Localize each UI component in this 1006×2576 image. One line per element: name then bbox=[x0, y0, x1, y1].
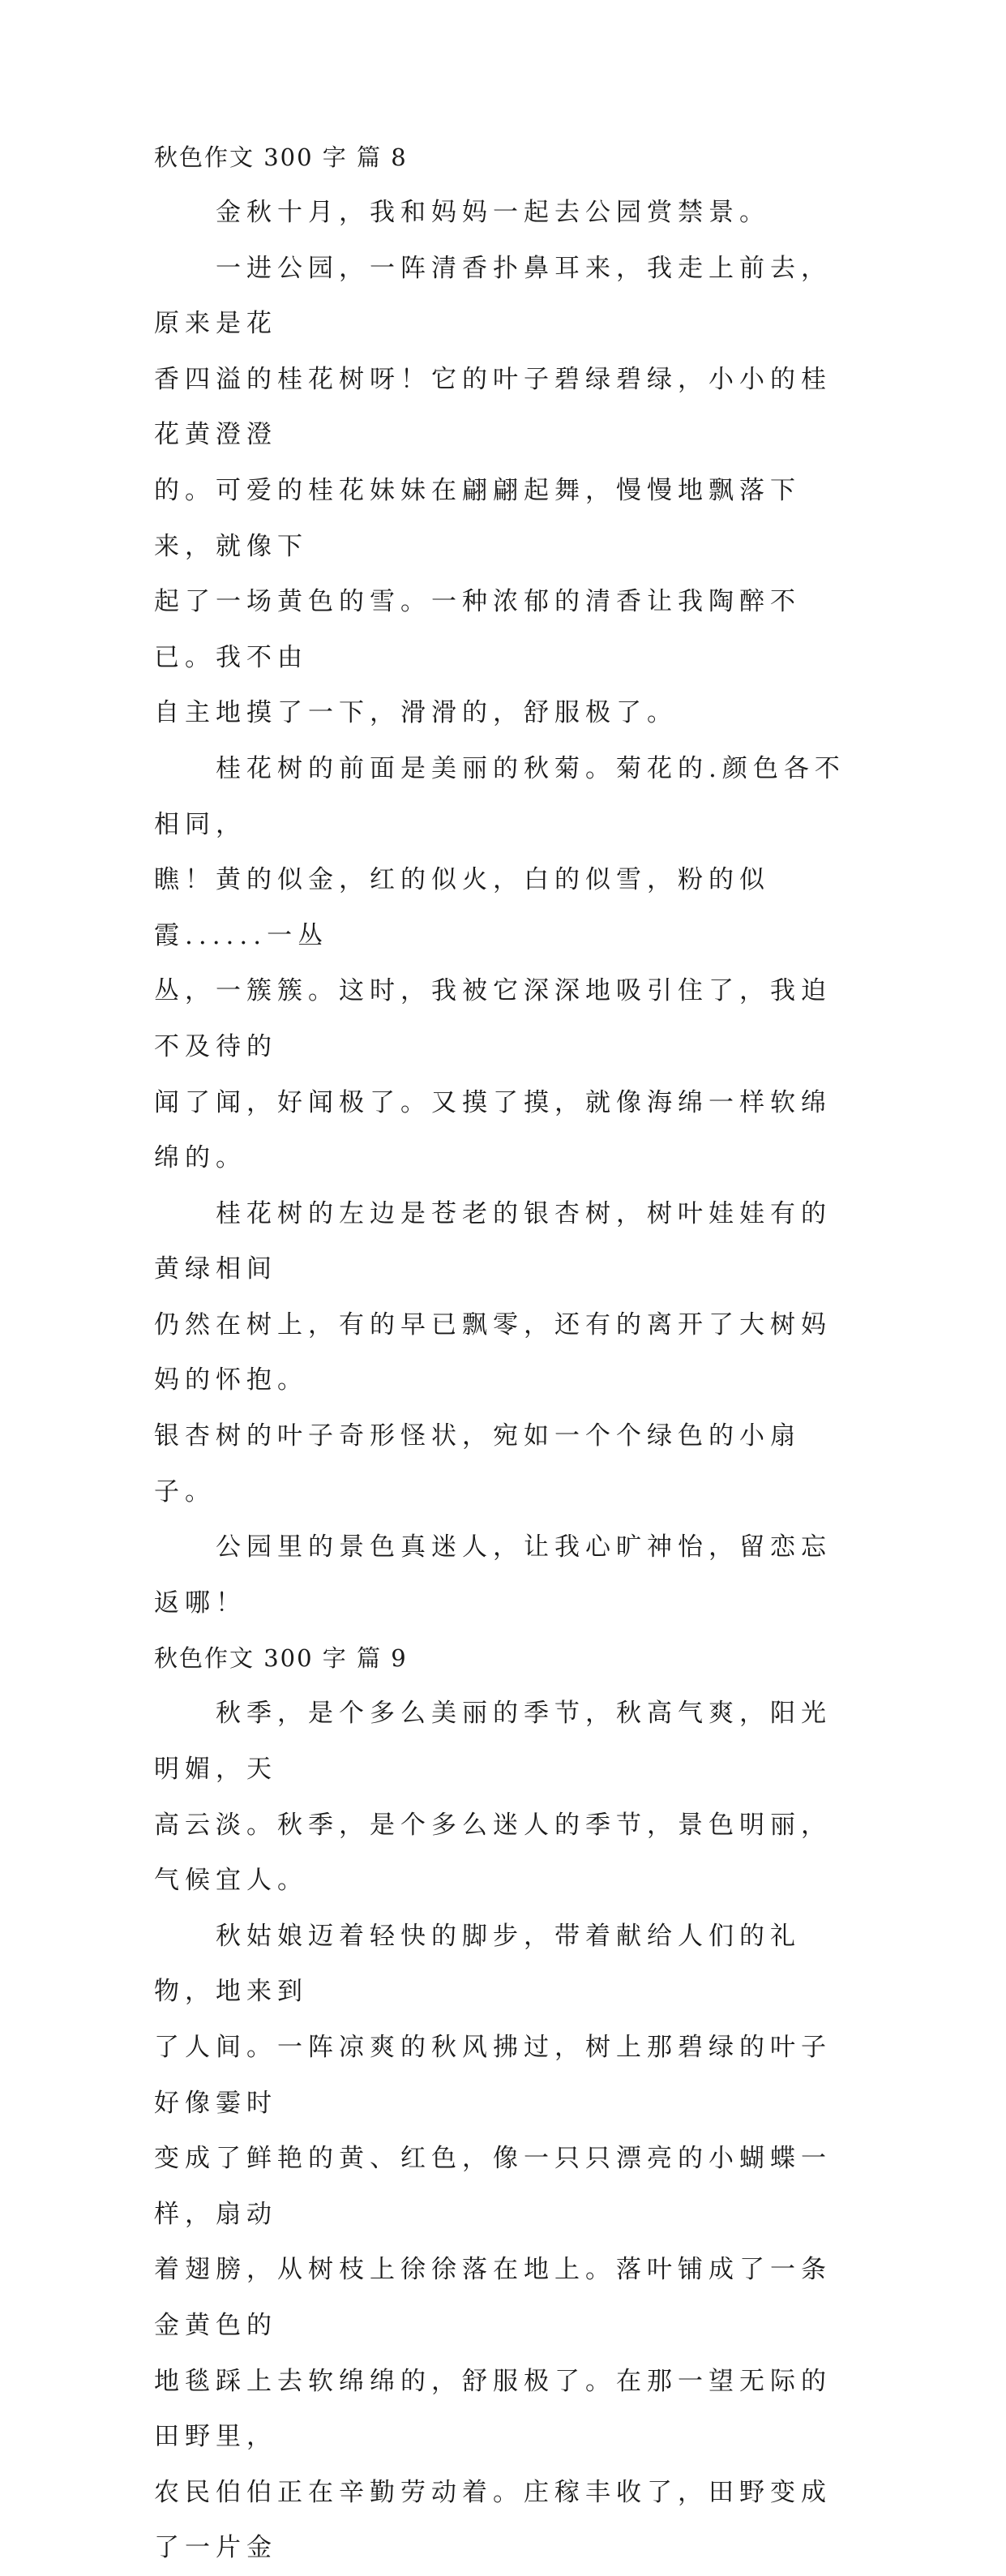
paragraph: 金秋十月，我和妈妈一起去公园赏禁景。 bbox=[154, 198, 770, 227]
paragraph: 秋姑娘迈着轻快的脚步，带着献给人们的礼物，地来到 了人间。一阵凉爽的秋风拂过，树上那碧绿的叶子好像霎时 变成了鲜艳的黄、红色，像一只只漂亮的小蝴蝶一样，扇动 着翅膀，从树枝上徐徐落在地上。落叶铺成了一条金黄色的 地毯踩上去软绵绵的，舒服极了。在那一望无际的田野里， 农民伯伯正在辛勤劳动着。庄稼丰收了，田野变成了一片金 bbox=[154, 1921, 832, 2563]
section-heading: 秋色作文 300 字 篇 8 bbox=[154, 144, 408, 171]
paragraph: 公园里的景色真迷人，让我心旷神怡，留恋忘返哪！ bbox=[154, 1532, 832, 1618]
essay-section-8 bbox=[154, 130, 859, 1631]
paragraph: 桂花树的前面是美丽的秋菊。菊花的.颜色各不相同， 瞧！黄的似金，红的似火，白的似雪，粉的似霞......一丛 丛，一簇簇。这时，我被它深深地吸引住了，我迫不及待的 闻了闻，好闻极了。又摸了摸，就像海绵一样软绵绵的。 bbox=[154, 753, 845, 1173]
section-heading: 秋色作文 300 字 篇 9 bbox=[154, 1644, 408, 1673]
document-page bbox=[154, 130, 859, 2576]
essay-section-9 bbox=[154, 1631, 859, 2576]
paragraph: 桂花树的左边是苍老的银杏树，树叶娃娃有的黄绿相间 仍然在树上，有的早已飘零，还有的离开了大树妈妈的怀抱。 银杏树的叶子奇形怪状，宛如一个个绿色的小扇子。 bbox=[154, 1198, 832, 1507]
paragraph: 一进公园，一阵清香扑鼻耳来，我走上前去，原来是花 香四溢的桂花树呀！它的叶子碧绿碧绿，小小的桂花黄澄澄 的。可爱的桂花妹妹在翩翩起舞，慢慢地飘落下来，就像下 起了一场黄色的雪。一种浓郁的清香让我陶醉不已。我不由 自主地摸了一下，滑滑的，舒服极了。 bbox=[154, 253, 832, 728]
paragraph: 秋季，是个多么美丽的季节，秋高气爽，阳光明媚，天 高云淡。秋季，是个多么迷人的季节，景色明丽，气候宜人。 bbox=[154, 1699, 832, 1896]
